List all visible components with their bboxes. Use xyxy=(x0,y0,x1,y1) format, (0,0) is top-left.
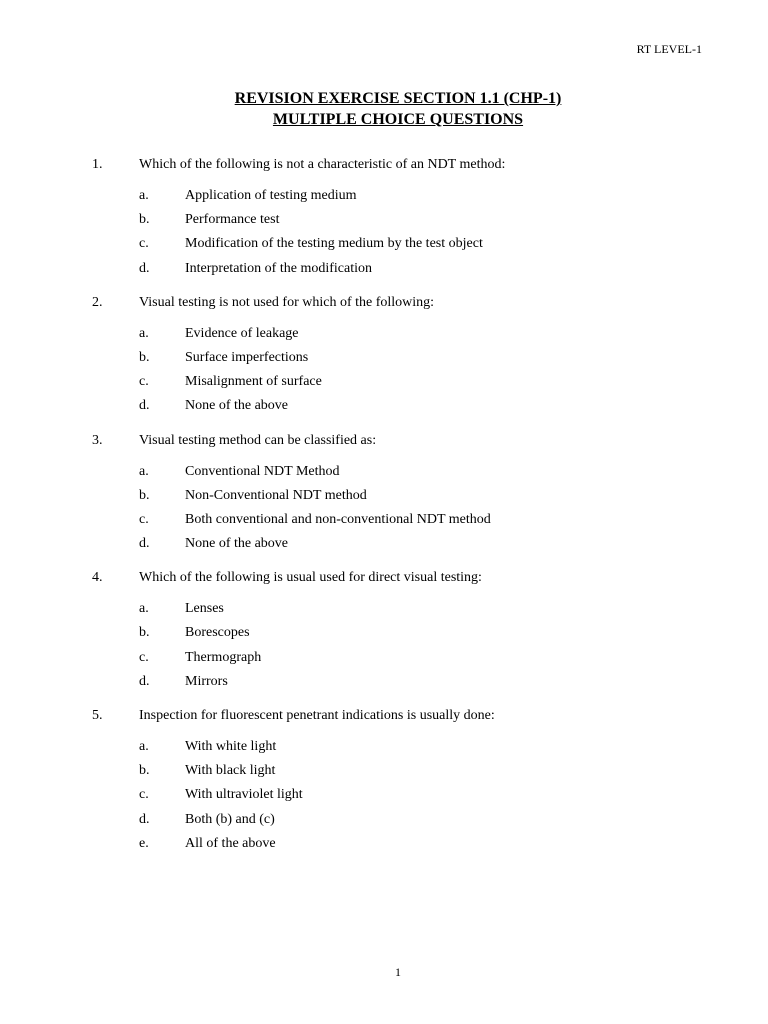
option-text: Modification of the testing medium by the test object xyxy=(185,236,483,252)
option-letter: d. xyxy=(139,260,150,276)
option-text: None of the above xyxy=(185,398,289,414)
option-letter: e. xyxy=(139,835,149,851)
option-letter: c. xyxy=(139,374,149,390)
option-item xyxy=(0,460,768,484)
option-letter: a. xyxy=(139,463,149,479)
option-list xyxy=(0,597,768,694)
question-number: 5. xyxy=(92,708,103,723)
option-item xyxy=(0,484,768,508)
option-letter: c. xyxy=(139,236,149,252)
question-number: 4. xyxy=(92,570,103,586)
option-item xyxy=(0,346,768,370)
option-text: Surface imperfections xyxy=(185,349,309,365)
title-line-1: REVISION EXERCISE SECTION 1.1 (CHP-1) xyxy=(234,90,562,107)
option-letter: b. xyxy=(139,349,150,365)
option-item xyxy=(0,322,768,346)
option-letter: a. xyxy=(139,739,149,754)
option-item xyxy=(0,735,768,759)
option-text: With ultraviolet light xyxy=(185,787,303,803)
option-letter: b. xyxy=(139,763,150,779)
option-letter: a. xyxy=(139,188,149,203)
option-item xyxy=(0,508,768,532)
question-number: 3. xyxy=(92,432,103,448)
page-title xyxy=(0,88,768,130)
question-number: 2. xyxy=(92,294,103,310)
option-text: All of the above xyxy=(185,835,276,851)
option-text: Lenses xyxy=(185,601,224,617)
option-letter: b. xyxy=(139,212,150,228)
question-text: Visual testing is not used for which of the following: xyxy=(139,294,435,310)
option-letter: d. xyxy=(139,398,150,414)
option-letter: c. xyxy=(139,511,149,527)
question-number: 1. xyxy=(92,157,103,172)
option-item xyxy=(0,597,768,621)
option-list xyxy=(0,735,768,856)
question-text: Which of the following is usual used for direct visual testing: xyxy=(139,570,482,586)
option-item xyxy=(0,232,768,256)
option-text: Thermograph xyxy=(185,649,262,665)
option-item xyxy=(0,370,768,394)
option-item xyxy=(0,670,768,694)
option-text: Interpretation of the modification xyxy=(185,260,372,276)
question-1 xyxy=(0,153,768,281)
question-text: Inspection for fluorescent penetrant indications is usually done: xyxy=(139,708,495,723)
option-item xyxy=(0,621,768,645)
option-item xyxy=(0,759,768,783)
option-letter: d. xyxy=(139,673,150,689)
option-letter: a. xyxy=(139,601,149,617)
option-text: With black light xyxy=(185,763,276,779)
option-letter: c. xyxy=(139,649,149,665)
option-letter: b. xyxy=(139,487,150,503)
page-number: 1 xyxy=(395,965,401,979)
document-header-level: RT LEVEL-1 xyxy=(636,42,702,56)
option-item xyxy=(0,646,768,670)
option-text: Both (b) and (c) xyxy=(185,811,275,827)
option-list xyxy=(0,460,768,557)
option-text: Non-Conventional NDT method xyxy=(185,487,367,503)
option-letter: d. xyxy=(139,811,150,827)
option-text: Mirrors xyxy=(185,673,228,689)
question-list xyxy=(0,153,768,866)
question-text: Visual testing method can be classified as: xyxy=(139,432,377,448)
question-3 xyxy=(0,429,768,557)
option-text: Conventional NDT Method xyxy=(185,463,340,479)
option-item xyxy=(0,808,768,832)
option-item xyxy=(0,832,768,856)
option-text: Borescopes xyxy=(185,625,250,641)
option-text: With white light xyxy=(185,739,277,754)
option-item xyxy=(0,783,768,807)
title-line-2: MULTIPLE CHOICE QUESTIONS xyxy=(272,111,524,128)
option-text: Evidence of leakage xyxy=(185,325,299,341)
option-item xyxy=(0,257,768,281)
option-item xyxy=(0,532,768,556)
question-4 xyxy=(0,566,768,694)
option-text: Performance test xyxy=(185,212,280,228)
option-letter: d. xyxy=(139,536,150,552)
option-letter: b. xyxy=(139,625,150,641)
option-item xyxy=(0,184,768,208)
option-letter: a. xyxy=(139,325,149,341)
option-text: Application of testing medium xyxy=(185,188,357,203)
question-2 xyxy=(0,291,768,419)
option-list xyxy=(0,322,768,419)
option-item xyxy=(0,208,768,232)
question-text: Which of the following is not a characteristic of an NDT method: xyxy=(139,157,506,172)
option-text: Misalignment of surface xyxy=(185,374,322,390)
option-list xyxy=(0,184,768,281)
option-item xyxy=(0,394,768,418)
option-text: Both conventional and non-conventional NDT method xyxy=(185,511,491,527)
option-letter: c. xyxy=(139,787,149,803)
option-text: None of the above xyxy=(185,536,289,552)
question-5 xyxy=(0,704,768,856)
